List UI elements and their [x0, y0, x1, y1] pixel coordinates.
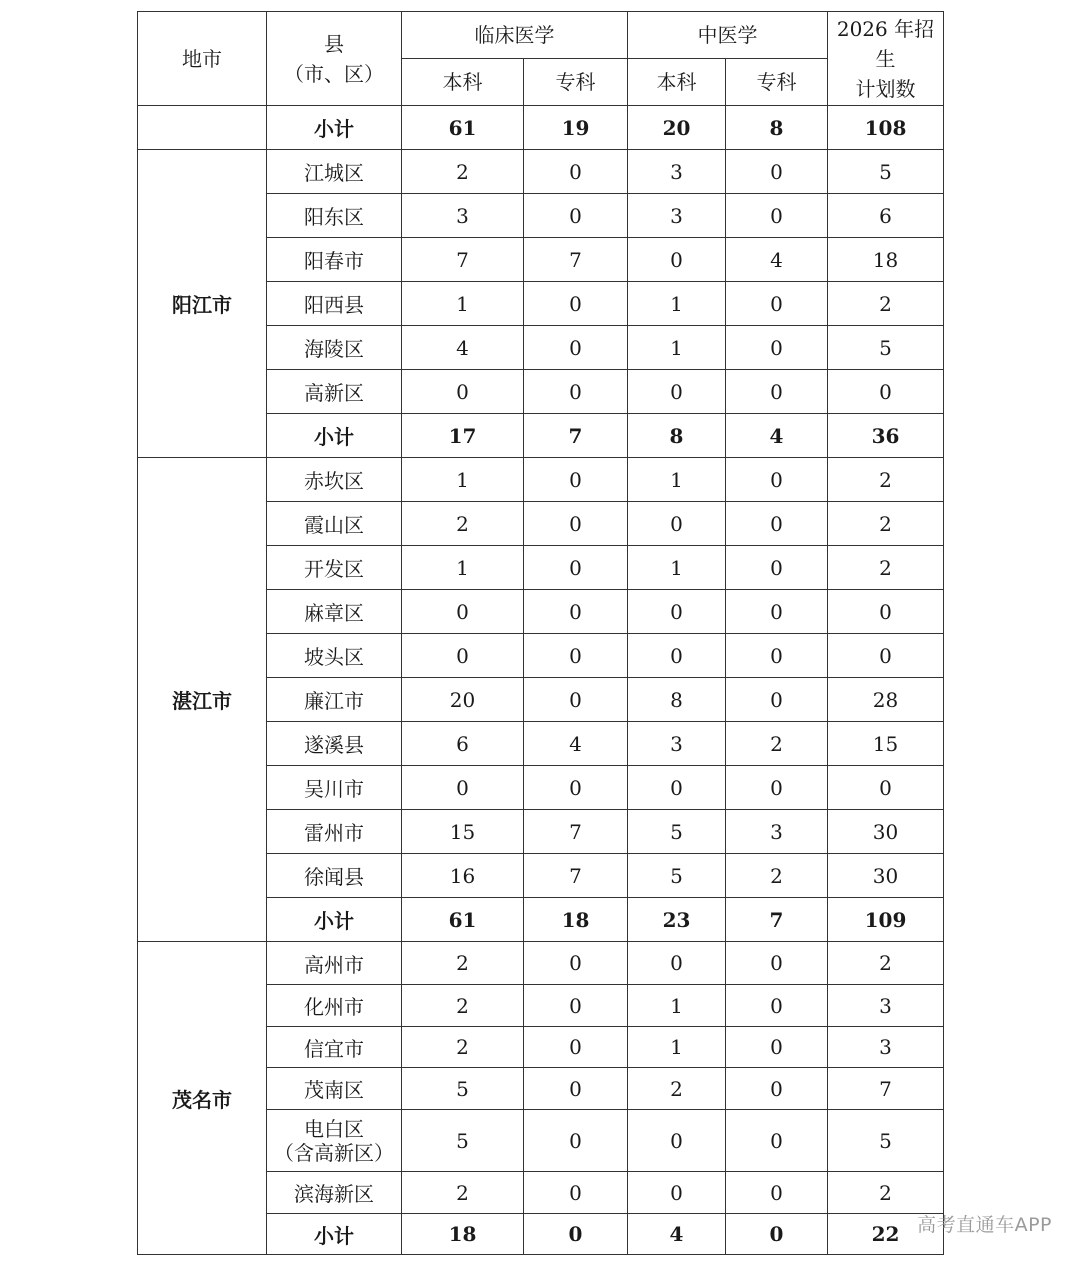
value-cell: 28 — [828, 678, 944, 722]
value-cell: 1 — [402, 282, 524, 326]
value-cell: 16 — [402, 854, 524, 898]
value-cell: 0 — [726, 1068, 828, 1110]
value-cell: 0 — [524, 458, 628, 502]
value-cell: 0 — [628, 1172, 726, 1214]
county-line2: （含高新区） — [274, 1140, 394, 1165]
city-cell-yangjiang: 阳江市 — [138, 150, 267, 458]
value-cell: 18 — [402, 1214, 524, 1255]
value-cell: 0 — [524, 766, 628, 810]
city-cell-empty — [138, 106, 267, 150]
value-cell: 18 — [524, 898, 628, 942]
value-cell: 20 — [628, 106, 726, 150]
value-cell: 108 — [828, 106, 944, 150]
value-cell: 8 — [628, 678, 726, 722]
value-cell: 30 — [828, 810, 944, 854]
value-cell: 3 — [828, 1027, 944, 1068]
value-cell: 0 — [726, 1172, 828, 1214]
county-cell: 遂溪县 — [267, 722, 402, 766]
value-cell: 0 — [726, 370, 828, 414]
value-cell: 2 — [828, 942, 944, 985]
value-cell: 0 — [628, 942, 726, 985]
value-cell: 0 — [524, 282, 628, 326]
value-cell: 7 — [524, 414, 628, 458]
value-cell: 2 — [402, 1172, 524, 1214]
value-cell: 0 — [726, 1110, 828, 1172]
value-cell: 1 — [628, 546, 726, 590]
table-row-top-subtotal — [138, 106, 944, 150]
value-cell: 5 — [402, 1110, 524, 1172]
value-cell: 2 — [402, 502, 524, 546]
value-cell: 23 — [628, 898, 726, 942]
county-cell: 高新区 — [267, 370, 402, 414]
county-cell: 雷州市 — [267, 810, 402, 854]
value-cell: 0 — [828, 634, 944, 678]
value-cell: 0 — [524, 1110, 628, 1172]
value-cell: 0 — [524, 1027, 628, 1068]
county-line1: 电白区 — [304, 1116, 364, 1141]
value-cell: 3 — [628, 150, 726, 194]
value-cell: 2 — [828, 282, 944, 326]
value-cell: 0 — [402, 370, 524, 414]
county-cell: 海陵区 — [267, 326, 402, 370]
value-cell: 4 — [628, 1214, 726, 1255]
value-cell: 4 — [726, 238, 828, 282]
watermark: 高考直通车APP — [917, 1214, 1052, 1236]
value-cell: 6 — [402, 722, 524, 766]
header-county-line2: （市、区） — [284, 61, 384, 86]
county-cell: 信宜市 — [267, 1027, 402, 1068]
table-row — [138, 458, 944, 502]
value-cell: 0 — [524, 370, 628, 414]
header-tcm-junior: 专科 — [726, 59, 828, 106]
value-cell: 15 — [828, 722, 944, 766]
value-cell: 7 — [828, 1068, 944, 1110]
value-cell: 1 — [402, 458, 524, 502]
value-cell: 30 — [828, 854, 944, 898]
city-cell-maoming: 茂名市 — [138, 942, 267, 1255]
value-cell: 0 — [402, 634, 524, 678]
value-cell: 0 — [726, 194, 828, 238]
value-cell: 5 — [828, 1110, 944, 1172]
county-cell: 吴川市 — [267, 766, 402, 810]
subtotal-label: 小计 — [267, 1214, 402, 1255]
value-cell: 3 — [402, 194, 524, 238]
value-cell: 5 — [402, 1068, 524, 1110]
county-cell: 霞山区 — [267, 502, 402, 546]
value-cell: 0 — [628, 634, 726, 678]
header-clinical-junior: 专科 — [524, 59, 628, 106]
subtotal-label: 小计 — [267, 414, 402, 458]
value-cell: 0 — [726, 985, 828, 1027]
value-cell: 0 — [828, 590, 944, 634]
value-cell: 0 — [726, 282, 828, 326]
value-cell: 0 — [726, 1214, 828, 1255]
header-tcm: 中医学 — [628, 12, 828, 59]
value-cell: 0 — [828, 766, 944, 810]
header-county-line1: 县 — [324, 31, 344, 56]
value-cell: 0 — [726, 546, 828, 590]
value-cell: 5 — [828, 326, 944, 370]
header-county — [267, 12, 402, 106]
county-cell: 高州市 — [267, 942, 402, 985]
county-cell: 阳东区 — [267, 194, 402, 238]
value-cell: 2 — [402, 942, 524, 985]
value-cell: 4 — [402, 326, 524, 370]
value-cell: 7 — [524, 810, 628, 854]
value-cell: 2 — [402, 1027, 524, 1068]
county-cell: 茂南区 — [267, 1068, 402, 1110]
header-plan-line1: 2026 年招生 — [836, 16, 935, 71]
value-cell: 8 — [628, 414, 726, 458]
header-tcm-undergrad: 本科 — [628, 59, 726, 106]
header-clinical-undergrad: 本科 — [402, 59, 524, 106]
value-cell: 18 — [828, 238, 944, 282]
value-cell: 0 — [726, 458, 828, 502]
value-cell: 1 — [628, 1027, 726, 1068]
value-cell: 0 — [726, 634, 828, 678]
value-cell: 0 — [726, 590, 828, 634]
value-cell: 0 — [524, 194, 628, 238]
county-cell — [267, 1110, 402, 1172]
value-cell: 0 — [524, 546, 628, 590]
county-cell: 赤坎区 — [267, 458, 402, 502]
value-cell: 0 — [726, 150, 828, 194]
value-cell: 3 — [726, 810, 828, 854]
value-cell: 3 — [628, 722, 726, 766]
county-cell: 化州市 — [267, 985, 402, 1027]
value-cell: 7 — [524, 854, 628, 898]
value-cell: 4 — [524, 722, 628, 766]
value-cell: 0 — [524, 590, 628, 634]
value-cell: 2 — [828, 502, 944, 546]
value-cell: 0 — [524, 985, 628, 1027]
county-cell: 江城区 — [267, 150, 402, 194]
value-cell: 15 — [402, 810, 524, 854]
value-cell: 2 — [726, 854, 828, 898]
value-cell: 2 — [628, 1068, 726, 1110]
county-cell: 阳西县 — [267, 282, 402, 326]
county-cell: 廉江市 — [267, 678, 402, 722]
county-cell: 坡头区 — [267, 634, 402, 678]
enrollment-plan-table — [137, 11, 944, 1255]
value-cell: 0 — [628, 1110, 726, 1172]
value-cell: 0 — [524, 502, 628, 546]
table-row — [138, 150, 944, 194]
value-cell: 2 — [828, 546, 944, 590]
value-cell: 7 — [726, 898, 828, 942]
value-cell: 0 — [524, 678, 628, 722]
value-cell: 3 — [828, 985, 944, 1027]
value-cell: 2 — [726, 722, 828, 766]
value-cell: 22 — [828, 1214, 944, 1255]
value-cell: 2 — [828, 458, 944, 502]
value-cell: 2 — [402, 150, 524, 194]
value-cell: 0 — [628, 766, 726, 810]
subtotal-label: 小计 — [267, 106, 402, 150]
subtotal-label: 小计 — [267, 898, 402, 942]
value-cell: 0 — [524, 1172, 628, 1214]
value-cell: 1 — [628, 282, 726, 326]
value-cell: 0 — [524, 1068, 628, 1110]
value-cell: 2 — [828, 1172, 944, 1214]
city-cell-zhanjiang: 湛江市 — [138, 458, 267, 942]
value-cell: 0 — [628, 370, 726, 414]
value-cell: 19 — [524, 106, 628, 150]
value-cell: 4 — [726, 414, 828, 458]
value-cell: 0 — [524, 150, 628, 194]
value-cell: 61 — [402, 898, 524, 942]
value-cell: 7 — [402, 238, 524, 282]
value-cell: 2 — [402, 985, 524, 1027]
county-cell: 开发区 — [267, 546, 402, 590]
value-cell: 0 — [726, 326, 828, 370]
value-cell: 0 — [402, 590, 524, 634]
value-cell: 7 — [524, 238, 628, 282]
value-cell: 0 — [726, 502, 828, 546]
value-cell: 1 — [628, 326, 726, 370]
county-cell: 麻章区 — [267, 590, 402, 634]
header-city: 地市 — [138, 12, 267, 106]
value-cell: 8 — [726, 106, 828, 150]
value-cell: 0 — [726, 678, 828, 722]
value-cell: 5 — [628, 854, 726, 898]
header-clinical-medicine: 临床医学 — [402, 12, 628, 59]
value-cell: 0 — [726, 942, 828, 985]
value-cell: 1 — [402, 546, 524, 590]
value-cell: 0 — [524, 1214, 628, 1255]
value-cell: 0 — [524, 942, 628, 985]
value-cell: 5 — [828, 150, 944, 194]
value-cell: 0 — [628, 502, 726, 546]
value-cell: 1 — [628, 458, 726, 502]
value-cell: 0 — [524, 634, 628, 678]
value-cell: 5 — [628, 810, 726, 854]
header-plan-count — [828, 12, 944, 106]
county-cell: 阳春市 — [267, 238, 402, 282]
value-cell: 0 — [524, 326, 628, 370]
value-cell: 0 — [628, 238, 726, 282]
value-cell: 36 — [828, 414, 944, 458]
header-plan-line2: 计划数 — [855, 76, 916, 101]
county-cell: 徐闻县 — [267, 854, 402, 898]
value-cell: 61 — [402, 106, 524, 150]
value-cell: 17 — [402, 414, 524, 458]
value-cell: 109 — [828, 898, 944, 942]
value-cell: 3 — [628, 194, 726, 238]
value-cell: 0 — [402, 766, 524, 810]
value-cell: 0 — [628, 590, 726, 634]
value-cell: 0 — [726, 766, 828, 810]
value-cell: 0 — [726, 1027, 828, 1068]
value-cell: 0 — [828, 370, 944, 414]
value-cell: 6 — [828, 194, 944, 238]
value-cell: 1 — [628, 985, 726, 1027]
value-cell: 20 — [402, 678, 524, 722]
table-row — [138, 942, 944, 985]
county-cell: 滨海新区 — [267, 1172, 402, 1214]
